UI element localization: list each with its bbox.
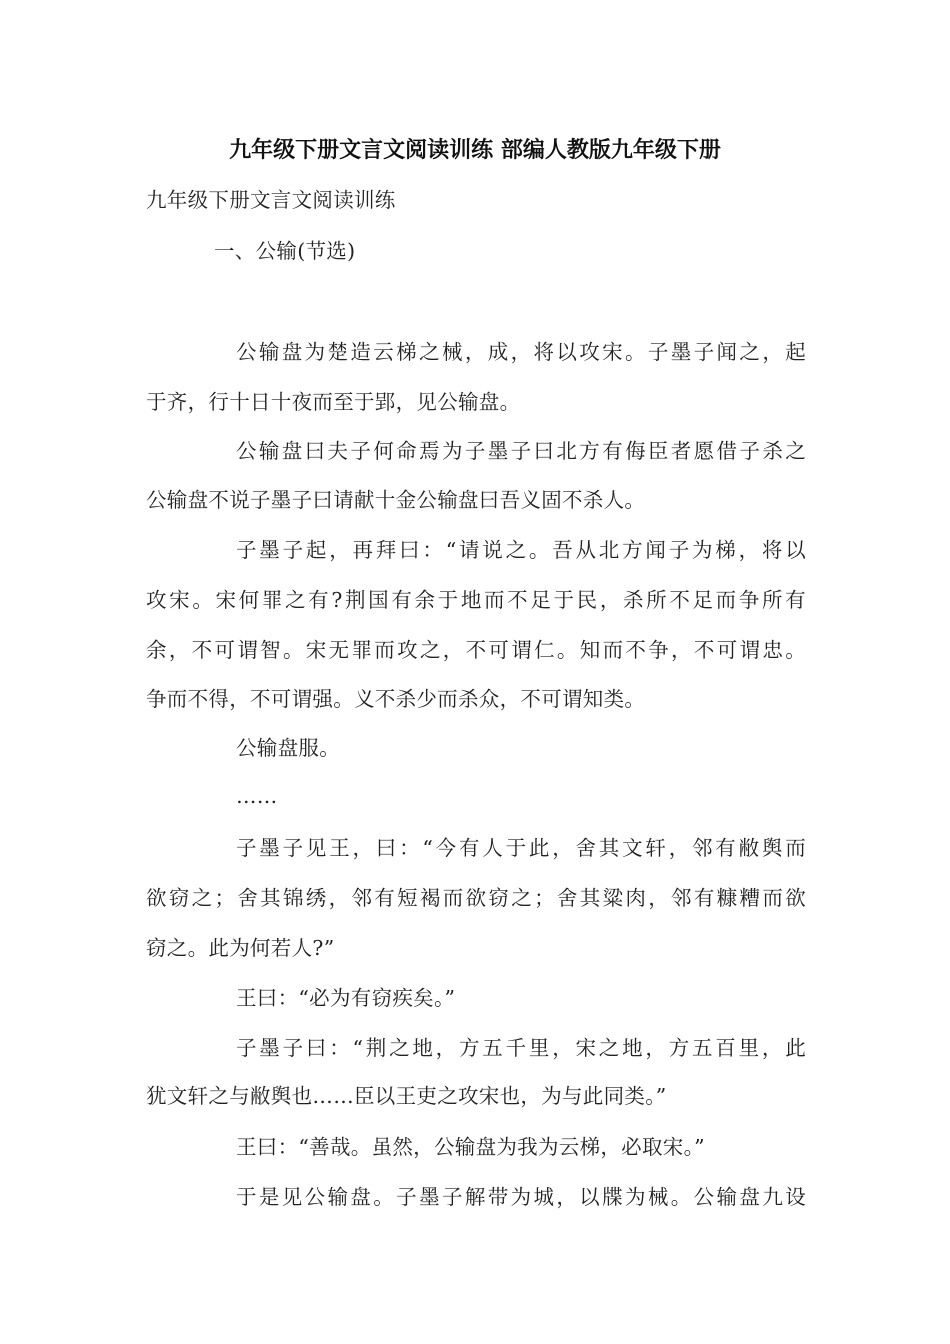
- text-line: 子墨子起，再拜曰：“请说之。吾从北方闻子为梯，将以: [236, 538, 806, 562]
- text-line: 攻宋。宋何罪之有?荆国有余于地而不足于民，杀所不足而争所有: [146, 588, 806, 612]
- text-line: 公输盘曰夫子何命焉为子墨子曰北方有侮臣者愿借子杀之: [236, 439, 806, 463]
- text-line: 犹文轩之与敝舆也……臣以王吏之攻宋也，为与此同类。”: [146, 1084, 667, 1108]
- ellipsis-line: ……: [236, 784, 278, 808]
- text-line: 公输盘为楚造云梯之械，成，将以攻宋。子墨子闻之，起: [236, 340, 806, 364]
- text-line: 子墨子曰：“荆之地，方五千里，宋之地，方五百里，此: [236, 1036, 806, 1060]
- text-line: 子墨子见王，曰：“今有人于此，舍其文轩，邻有敝舆而: [236, 836, 806, 860]
- text-line: 欲窃之；舍其锦绣，邻有短褐而欲窃之；舍其粱肉，邻有糠糟而欲: [146, 886, 806, 910]
- text-line: 于齐，行十日十夜而至于郢，见公输盘。: [146, 390, 521, 414]
- text-line: 余，不可谓智。宋无罪而攻之，不可谓仁。知而不争，不可谓忠。: [146, 638, 806, 662]
- section-heading: 一、公输(节选): [214, 239, 356, 263]
- text-line: 王曰：“必为有窃疾矣。”: [236, 986, 456, 1010]
- document-title: 九年级下册文言文阅读训练 部编人教版九年级下册: [229, 138, 721, 163]
- text-line: 公输盘服。: [236, 736, 340, 760]
- text-line: 王曰：“善哉。虽然，公输盘为我为云梯，必取宋。”: [236, 1135, 705, 1159]
- text-line: 于是见公输盘。子墨子解带为城，以牒为械。公输盘九设: [236, 1185, 806, 1209]
- document-subtitle: 九年级下册文言文阅读训练: [146, 188, 396, 212]
- text-line: 窃之。此为何若人?”: [146, 936, 335, 960]
- text-line: 争而不得，不可谓强。义不杀少而杀众，不可谓知类。: [146, 687, 646, 711]
- text-line: 公输盘不说子墨子曰请献十金公输盘曰吾义固不杀人。: [146, 488, 646, 512]
